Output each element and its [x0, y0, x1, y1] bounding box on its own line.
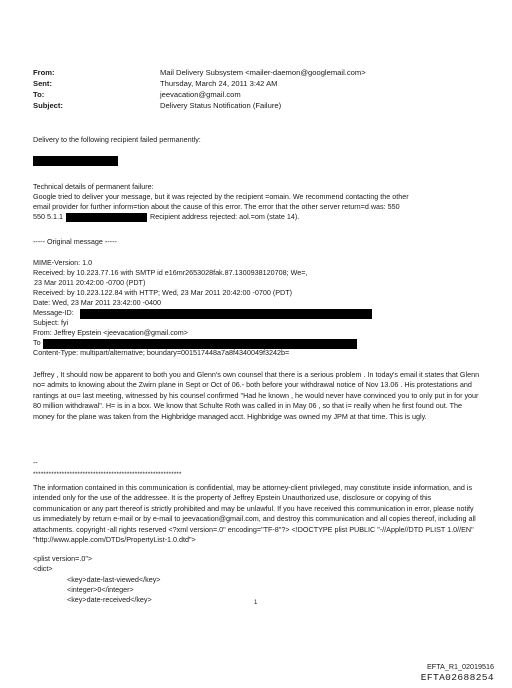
from-label: From:	[33, 68, 55, 77]
date-line: Date: Wed, 23 Mar 2011 23:42:00 -0400	[33, 298, 161, 307]
delivery-failed-text: Delivery to the following recipient failed permanently:	[33, 135, 201, 144]
key-date-received: <key>date-received</key>	[67, 595, 152, 604]
redaction-bar	[80, 309, 372, 319]
dashes-separator: --	[33, 458, 38, 467]
confidentiality-disclaimer: The information contained in this communication is confidential, may be attorney-client privileged, may constitute inside information, and is intended only for the use of the addressee. It is the property of Jeffrey Epstein Unauthorized use, disclosure or copying of this communication or any part thereof is strictly prohibited and may be unlawful. If you have received this communication in error, please notify us immediately by return e-mail or by e-mail to jeevacation@gmail.com, and destroy this communication and all copies thereof, including all attachments. copyright -all rights reserved <?xml version=.0" encoding="TF-8"?> <!DOCTYPE plist PUBLIC "-//Apple//DTD PLIST 1.0//EN" "http://www.apple.com/DTDs/PropertyList-1.0.dtd">	[33, 483, 478, 545]
dict-tag: <dict>	[33, 564, 53, 573]
to-value: jeevacation@gmail.com	[160, 90, 241, 99]
received-2: Received: by 10.223.122.84 with HTTP; Wed, 23 Mar 2011 20:42:00 -0700 (PDT)	[33, 288, 293, 297]
to-line: To	[33, 338, 41, 347]
subject-value: Delivery Status Notification (Failure)	[160, 101, 282, 110]
subject-line: Subject: fyi	[33, 318, 69, 327]
from-value: Mail Delivery Subsystem <mailer-daemon@googlemail.com>	[160, 68, 366, 77]
integer-tag: <integer>0</integer>	[67, 585, 134, 594]
mime-version: MIME-Version: 1.0	[33, 258, 93, 267]
received-1a: Received: by 10.223.77.16 with SMTP id e16mr2653028fak.87.1300938120708; We=,	[33, 268, 308, 277]
from-line: From: Jeffrey Epstein <jeevacation@gmail.com>	[33, 328, 188, 337]
stars-separator: *********************************************************	[33, 471, 182, 478]
page-number: 1	[254, 600, 258, 606]
sent-value: Thursday, March 24, 2011 3:42 AM	[160, 79, 278, 88]
efta-large-id: EFTA02688254	[420, 672, 494, 683]
efta-small-id: EFTA_R1_02019516	[427, 662, 494, 671]
to-label: To:	[33, 90, 45, 99]
original-message-separator: ----- Original message -----	[33, 237, 117, 246]
subject-label: Subject:	[33, 101, 63, 110]
tech-details-title: Technical details of permanent failure:	[33, 182, 154, 191]
redaction-bar	[66, 213, 147, 222]
key-date-last-viewed: <key>date-last-viewed</key>	[67, 575, 161, 584]
plist-tag: <plist version=.0">	[33, 554, 93, 563]
tech-details-line-2: email provider for further inform=tion about the cause of this error. The error that the other server return=d was: 550	[33, 202, 400, 211]
tech-details-line-3a: 550 5.1.1	[33, 212, 63, 221]
content-type-line: Content-Type: multipart/alternative; boundary=001517448a7a8f4340049f3242b=	[33, 348, 290, 357]
email-body-paragraph: Jeffrey , It should now be apparent to both you and Glenn's own counsel that there is a serious problem . In today's email it states that Glenn no= admits to knowing about the Zwirn plane in Sept or Oct of 06.- both before your withdrawal notice of Nov 13.06 . His protestations and rantings at ou= last meeting, witnessed by his counsel confirmed "Had he known , he would never have convinced you to only put in for your 80 million withdrawal". H= is in a box. We know that Schulte Roth was called in in May 06 , so that i= really when he first found out. The money for the plane was taken from the Highbridge managed acct. Highbridge was owned my JPM at that time. This is ugly.	[33, 370, 482, 421]
message-id-label: Message-ID:	[33, 308, 74, 317]
redaction-bar	[33, 156, 118, 166]
tech-details-line-3b: Recipient address rejected: aol.=om (state 14).	[150, 212, 300, 221]
received-1b: 23 Mar 2011 20:42:00 -0700 (PDT)	[34, 278, 146, 287]
tech-details-line-1: Google tried to deliver your message, but it was rejected by the recipient =omain. We recommend contacting the other	[33, 192, 409, 201]
sent-label: Sent:	[33, 79, 52, 88]
